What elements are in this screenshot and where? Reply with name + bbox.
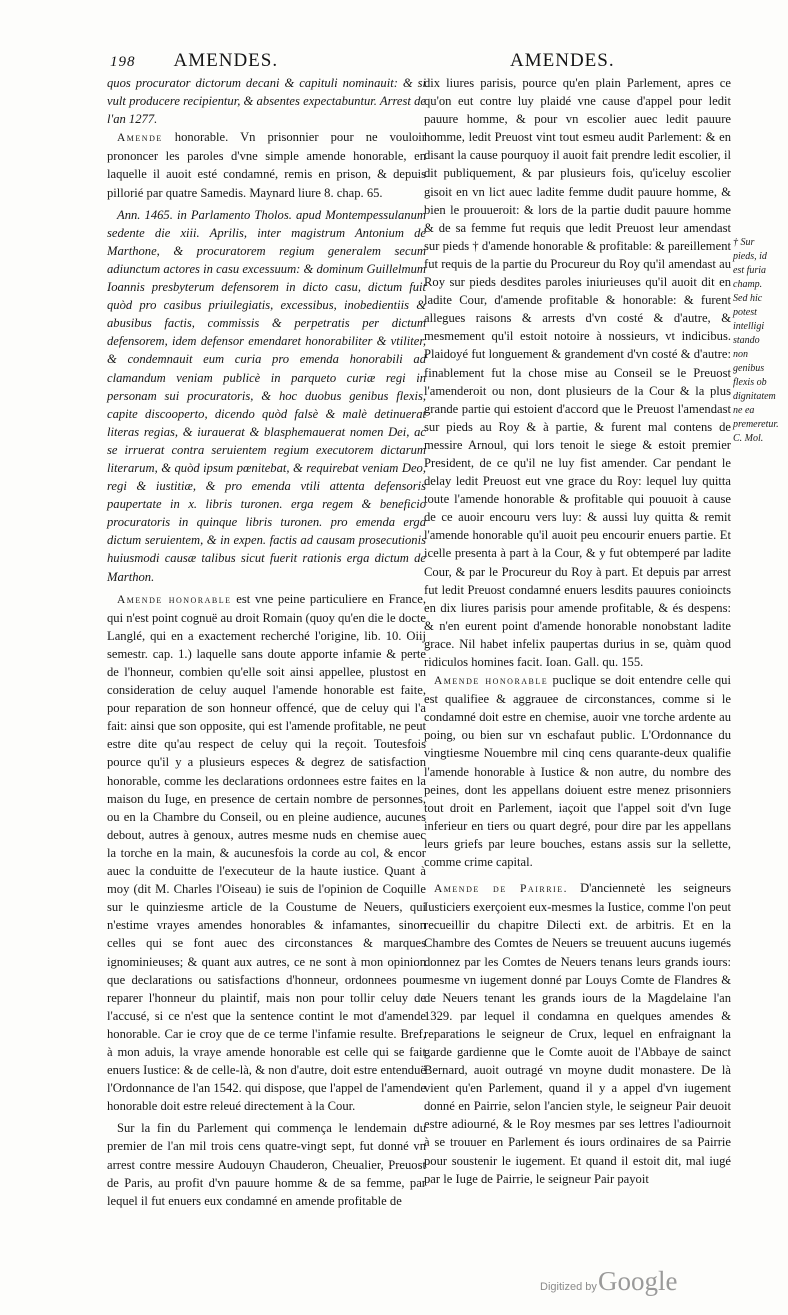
left-paragraph-4	[107, 590, 426, 1116]
right-paragraph-1: dix liures parisis, pource qu'en plain Parlement, apres ce qu'on eut contre luy plaidé vne cause d'appel pour ledit pauure homme, & pour vn escolier auec ledit pauure homme, ledit Preuost vint tout esmeu audit Parlement: & en disant la cause pourquoy il auoit fait prendre ledit escolier, il dit publiquement, & par plusieurs fois, qu'iceluy escolier gisoit en vn lict auec ladite femme dudit pauure homme, & bien le prouueroit: & lors de la partie dudit pauure homme & de sa femme fut requis que ledit Preuost leur amendast sur pieds † d'amende honorable & profitable: & pareillement fut requis de la partie du Procureur du Roy qu'il amendast au Roy sur pieds desdites paroles iniurieuses qu'il auoit dit en ladite Cour, d'amende profitable & honorable: & furent allegues raisons & arrests d'vn costé & d'autre, & mesmement qu'il estoit notoire à nossieurs, vt indicibus. Plaidoyé fut longuement & grandement d'vn costé & d'autre: finablement fut la chose mise au Conseil se le Preuost l'amenderoit ou non, dont plusieurs de la Cour & la plus grande partie qui estoient d'accord que le Preuost l'amendast sur pieds au Roy & à partie, & furent mal contens de messire Arnoul, qui lors tenoit le siege & estoit premier President, de ce qu'il ne luy fist amender. Car pendant le delay ledit Preuost eut vne grace du Roy: lequel luy quitta toute l'amende honorable & profitable qui pouuoit à cause de ce auoir encouru vers luy: & aussi luy quitta & remit l'amende honorable qu'il auoit peu encourir enuers partie. Et icelle presenta à part à la Cour, & y fut obtemperé par ladite Cour, & par le Procureur du Roy à part. Et depuis par arrest fut ledit Preuost condamné enuers lesdits pauures conioincts en dix liures parisis pour amende profitable, & és despens: & n'en eurent point d'amende honorable nonobstant ladite grace. Nil habet infelix paupertas durius in se, quàm quod ridiculos homines facit. Ioan. Gall. qu. 155.	[424, 76, 731, 669]
left-paragraph-2	[107, 128, 426, 201]
left-paragraph-5: Sur la fin du Parlement qui commença le lendemain du premier de l'an mil trois cens quatre-vingt sept, fut donné vn arrest contre messire Audouyn Chauderon, Cheualier, Preuost de Paris, au profit d'vn pauure homme & de sa femme, par lequel il fut enuers eux condamné en amende profitable de	[107, 1121, 426, 1208]
entry-text: puclique se doit entendre celle qui est qualifiee & aggrauee de circonstances, comme si le condamné doit estre en chemise, auoir vne torche ardente au poing, ou bien sur vn eschafaut public. L'Ordonnance du vingtiesme Nouembre mil cinq cens quarante-deux qualifie l'amende honorable à Iustice & non autre, du nombre des peines, dont les appellans doiuent estre menez prisonniers tout droit en Parlement, iaçoit que l'appel soit d'vn Iuge inferieur en tiers ou quart degré, pour dire par les appellans leurs griefs par leure bouches, estans assis sur la sellette, comme crime capital.	[424, 673, 731, 870]
right-paragraph-3	[424, 879, 731, 1188]
left-column	[107, 74, 426, 1210]
right-column	[424, 74, 731, 1188]
entry-term: Amende honorable	[117, 593, 232, 606]
entry-term: Amende de Pairrie.	[434, 883, 568, 896]
google-logo: Google	[598, 1266, 678, 1296]
entry-text: D'anciennetė les seigneurs Iusticiers exerçoient eux-mesmes la Iustice, comme l'on peut recueillir du chapitre Dilecti ext. de arbitris. Et en la Chambre des Comtes de Neuers se treuuent aucuns iugemés donnez par les Comtes de Neuers tenans leurs grands iours: mesme vn iugement donné par Louys Comte de Flandres & de Neuers tenant les grands iours de la Magdelaine l'an 1329. par lequel il condamna en quelques amendes & reparations le seigneur de Crux, lequel en enfraignant la garde gardienne que le Comte auoit de l'Abbaye de sainct Bernard, auoit outragé vn moyne dudit monastere. De là vient qu'en Parlement, quand il y a appel d'vn iugement donné en Pairrie, selon l'ancien style, le seigneur Pair deuoit estre adiourné, & le Roy mesmes par ses lettres l'adiournoit à se trouuer en Parlement és iours ordinaires de sa Pairrie pour soustenir le iugement. Et quand il estoit dit, mal iugé par le Iuge de Pairrie, le seigneur Pair payoit	[424, 881, 731, 1186]
right-running-title: AMENDES.	[510, 50, 615, 71]
entry-term: Amende	[117, 132, 163, 145]
entry-text: honorable. Vn prisonnier pour ne vouloir prononcer les paroles d'vne simple amende honorable, en laquelle il auoit esté condamné, remis en prison, & depuis pillorié par quatre Samedis. Maynard liure 8. chap. 65.	[107, 130, 426, 200]
digitized-watermark	[540, 1266, 740, 1306]
left-paragraph-1: quos procurator dictorum decani & capituli nominauit: & si vult producere recipientur, & absentes expectabuntur. Arrest de l'an 1277.	[107, 76, 426, 127]
left-running-header	[110, 50, 440, 73]
left-paragraph-3-latin: Ann. 1465. in Parlamento Tholos. apud Montempessulanum sedente die xiii. Aprilis, inter magistrum Antonium de Marthone, & procuratorem regium generalem secum adiunctum actores in casu excessuum: & dominum Guillelmum Ioannis presbyterum defensorem in dicto casu, dictum fuit quòd pro casibus priuilegiatis, excessibus, inobedientiis & abusibus factis, commissis & perpetratis per dictum defensorem, idem defensor emendaret honorabiliter & vtiliter, & condemnauit eum curia pro emenda honorabili ad clamandum veniam publicè in parqueto curiæ regi in personam sui procuratoris, & hoc duobus genibus flexis, capite discooperto, dicendo quòd falsè & malè detinuerat literas regias, & iurauerat & blasphemauerat nomen Dei, ac se irruerat contra seruientem regium executorem dictarum literarum, & quòd ipsum pœnitebat, & requirebat veniam Deo, regi & iustitiæ, & pro emenda vtili attenta defensoris paupertate in x. libris turonen. erga regem & beneficio procuratoris in quinque libris turonen. pro emenda erga dictum seruientem, & in expen. factis ad causam prosecutionis huiusmodi causæ talibus sicut fuerit rationis erga dictum de Marthon.	[107, 207, 426, 584]
left-running-title: AMENDES.	[173, 50, 279, 71]
right-paragraph-2	[424, 671, 731, 871]
entry-term: Amende honorable	[434, 675, 549, 688]
page-number: 198	[110, 54, 136, 70]
entry-text: est vne peine particuliere en France, qui n'est point cognuë au droit Romain (quoy qu'en die le docte Langlé, qui en a exactement recherché l'origine, lib. 10. Oiij semestr. cap. 1.) laquelle sans doute apporte infamie & perte de l'honneur, combien qu'elle soit ainsi appellee, plustost en consideration de celuy auquel l'amende honorable est faite, pour reparation de son honneur offencé, que de celuy qui l'a fait: ainsi que son opposite, qui est l'amende profitable, ne peut estre dite qu'au respect de celuy qui la reçoit. Toutesfois pource qu'il y a plusieurs especes & degrez de satisfaction honorable, comme les declarations ordonnees estre faites en la maison du Iuge, en presence de certain nombre de personnes, ou en la Chambre du Conseil, ou en pleine audience, aucunes debout, autres à genoux, autres mesme nuds en chemise auec la torche en la main, & aucunesfois la corde au col, & encor auec la conduitte de l'executeur de la haute iustice. Quant à moy (dit M. Charles l'Oiseau) ie suis de l'opinion de Coquille sur le quinziesme article de la Coustume de Neuers, qui n'estime vrayes amendes honorables & infamantes, sinon celles qui se font auec des circonstances & marques ignominieuses; & quant aux autres, ce ne sont à mon opinion que declarations ou satisfactions d'honneur, ordonnees pour reparer l'honneur du plaintif, mais non pour tollir celuy de l'accusé, si ce n'est que la sentence contint le mot d'amende honorable. Car ie croy que de ce terme l'infamie resulte. Bref, à mon aduis, la vraye amende honorable est celle qui se fait enuers Iustice: & de celle-là, & non d'autre, doit estre entenduë l'Ordonnance de l'an 1542. qui dispose, que l'appel de l'amende honorable doit estre releué directement à la Cour.	[107, 591, 426, 1114]
watermark-prefix: Digitized by	[540, 1281, 597, 1293]
margin-note: † Sur pieds, id est furia champ. Sed hic potest intelligi stando non genibus flexis ob dignitatem ne ea premeretur. C. Mol.	[733, 237, 779, 444]
